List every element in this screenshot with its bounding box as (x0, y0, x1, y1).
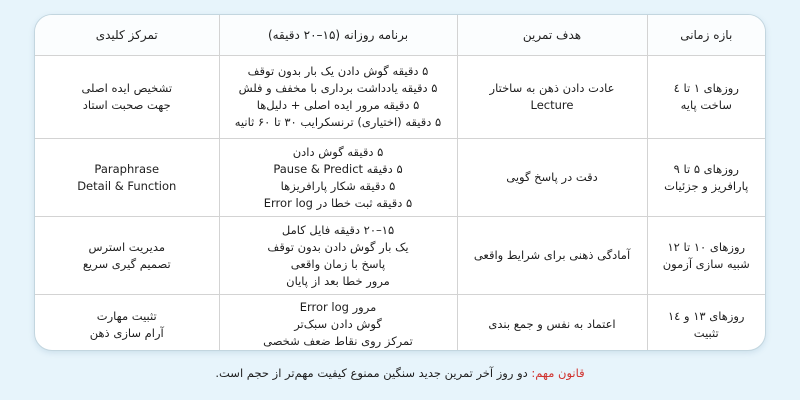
header-period: بازه زمانی (647, 15, 765, 56)
focus-line: تثبیت مهارت (96, 308, 157, 323)
focus-line: Paraphrase (94, 161, 160, 176)
goal-line: Lecture (530, 98, 574, 112)
plan-line: ۵ دقیقه یادداشت برداری با مخفف و فلش (238, 81, 438, 95)
focus-line: جهت صحبت استاد (82, 98, 171, 112)
focus-line: تصمیم گیری سریع (82, 256, 171, 271)
plan-line: یک بار گوش دادن بدون توقف (267, 239, 409, 254)
period-cell (647, 295, 765, 352)
header-goal: هدف تمرین (457, 15, 647, 56)
period-cell (647, 139, 765, 217)
plan-line: ۱۵–۲۰ دقیقه فایل کامل (281, 222, 395, 237)
goal-cell (457, 56, 647, 139)
goal-line: دقت در پاسخ گویی (506, 170, 598, 184)
plan-line: پاسخ با زمان واقعی (290, 256, 386, 271)
period-line: پارافریز و جزئیات (664, 178, 749, 193)
plan-cell (219, 56, 457, 139)
focus-line: آرام سازی ذهن (89, 325, 164, 340)
period-line: ساخت پایه (680, 98, 732, 112)
period-line: روزهای ۵ تا ۹ (673, 161, 739, 176)
schedule-card (34, 14, 766, 351)
plan-line: تمرکز روی نقاط ضعف شخصی (263, 334, 413, 349)
header-focus: تمرکز کلیدی (35, 15, 219, 56)
table-row (35, 139, 765, 217)
plan-line: ۵ دقیقه Pause & Predict (273, 161, 403, 176)
focus-cell (35, 295, 219, 352)
period-line: روزهای ۱ تا ٤ (673, 81, 739, 95)
goal-line: آمادگی ذهنی برای شرایط واقعی (473, 248, 631, 262)
table-row (35, 217, 765, 295)
rule-label: قانون مهم: (531, 366, 585, 380)
focus-cell (35, 56, 219, 139)
goal-line: عادت دادن ذهن به ساختار (489, 81, 615, 95)
focus-line: تشخیص ایده اصلی (81, 81, 173, 95)
goal-cell (457, 217, 647, 295)
table-header-row (35, 15, 765, 56)
plan-cell (219, 217, 457, 295)
header-plan: برنامه روزانه (۱۵–۲۰ دقیقه) (219, 15, 457, 56)
plan-line: ۵ دقیقه شکار پارافریزها (280, 178, 396, 193)
goal-cell (457, 295, 647, 352)
plan-cell (219, 295, 457, 352)
period-cell (647, 56, 765, 139)
focus-line: مدیریت استرس (88, 239, 166, 254)
plan-line: مرور Error log (299, 300, 377, 315)
plan-line: ۵ دقیقه (اختیاری) ترنسکرایب ۳۰ تا ۶۰ ثانیه (234, 115, 442, 129)
plan-line: ۵ دقیقه مرور ایده اصلی + دلیل‌ها (256, 98, 420, 112)
plan-line: مرور خطا بعد از پایان (286, 273, 390, 288)
plan-line: ۵ دقیقه ثبت خطا در Error log (263, 195, 413, 210)
goal-line: اعتماد به نفس و جمع بندی (488, 317, 616, 332)
plan-cell (219, 139, 457, 217)
plan-line: ۵ دقیقه گوش دادن (292, 144, 384, 159)
plan-line: ۵ دقیقه گوش دادن یک بار بدون توقف (247, 64, 429, 78)
goal-cell (457, 139, 647, 217)
period-line: تثبیت (693, 325, 719, 340)
important-rule-note (0, 366, 800, 380)
period-line: شبیه سازی آزمون (662, 256, 750, 271)
plan-line: گوش دادن سبک‌تر (294, 317, 382, 332)
schedule-table (35, 15, 765, 351)
focus-line: Detail & Function (77, 178, 177, 193)
table-row (35, 295, 765, 352)
rule-text: دو روز آخر تمرین جدید سنگین ممنوع کیفیت مهم‌تر از حجم است. (215, 366, 532, 380)
period-cell (647, 217, 765, 295)
focus-cell (35, 139, 219, 217)
period-line: روزهای ۱۰ تا ۱۲ (667, 239, 746, 254)
focus-cell (35, 217, 219, 295)
table-row (35, 56, 765, 139)
period-line: روزهای ۱۳ و ١٤ (668, 308, 745, 323)
